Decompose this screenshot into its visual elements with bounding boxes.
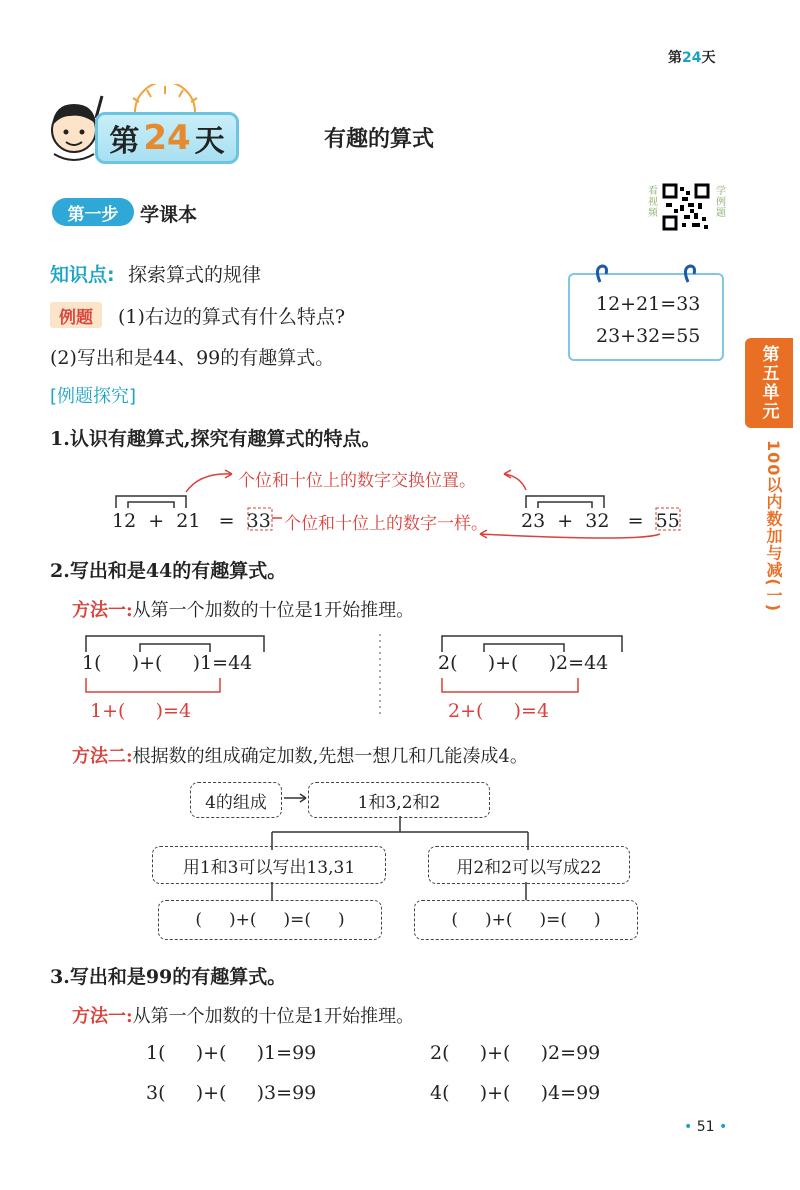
sidebar-topic: 100以内数加与减(一) — [764, 440, 783, 613]
card-line-1: 12+21=33 — [596, 293, 701, 315]
equation-12-21: 12 + 21 = 33 — [112, 510, 271, 532]
m1-left-equation: 1( )+( )1=44 — [82, 652, 253, 674]
qr-code-icon[interactable] — [662, 183, 710, 231]
explore-label: [例题探究] — [50, 386, 137, 407]
section-2-title: 2.写出和是44的有趣算式。 — [50, 560, 287, 582]
s3-equation-3: 3( )+( )3=99 — [146, 1082, 317, 1104]
s3-equation-2: 2( )+( )2=99 — [430, 1042, 601, 1064]
example-badge: 例题 — [50, 302, 102, 328]
m1-right-sub: 2+( )=4 — [448, 700, 550, 722]
box-pairs: 1和3,2和2 — [308, 782, 490, 818]
tree-connector-2 — [268, 882, 538, 902]
m1-left-sub: 1+( )=4 — [90, 700, 192, 722]
box-left: 用1和3可以写出13,31 — [152, 846, 386, 884]
m1-right-equation: 2( )+( )2=44 — [438, 652, 609, 674]
box-right: 用2和2可以写成22 — [428, 846, 630, 884]
qr-side-label-left: 看视频 — [648, 186, 658, 219]
equation-card — [568, 273, 724, 361]
sidebar-unit-tab: 第五单元 — [745, 338, 793, 428]
lesson-title: 有趣的算式 — [324, 127, 435, 152]
knowledge-text: 探索算式的规律 — [128, 264, 262, 286]
s3-equation-4: 4( )+( )4=99 — [430, 1082, 601, 1104]
box-left-equation: ( )+( )=( ) — [158, 900, 382, 940]
day-badge: 第 24 天 — [95, 112, 239, 164]
section-2-method-1: 方法一:从第一个加数的十位是1开始推理。 — [72, 600, 415, 621]
section-3-method-1: 方法一:从第一个加数的十位是1开始推理。 — [72, 1006, 415, 1027]
equation-23-32: 23 + 32 = 55 — [521, 510, 680, 532]
sun-rays-icon — [125, 84, 205, 114]
annotation-same: 个位和十位上的数字一样。 — [284, 514, 488, 534]
section-2-method-2: 方法二:根据数的组成确定加数,先想一想几和几能凑成4。 — [72, 746, 528, 767]
qr-side-label-right: 学例题 — [716, 186, 726, 219]
s3-equation-1: 1( )+( )1=99 — [146, 1042, 317, 1064]
example-question-2: (2)写出和是44、99的有趣算式。 — [50, 347, 335, 369]
step-title: 学课本 — [140, 204, 198, 226]
annotation-swap: 个位和十位上的数字交换位置。 — [238, 471, 476, 491]
card-line-2: 23+32=55 — [596, 325, 701, 347]
box-right-equation: ( )+( )=( ) — [414, 900, 638, 940]
running-header: 第24天 — [668, 50, 716, 66]
card-rings-icon — [592, 262, 704, 284]
box-composition: 4的组成 — [190, 782, 282, 818]
example-question-1: (1)右边的算式有什么特点? — [118, 306, 346, 328]
knowledge-label: 知识点: — [50, 264, 115, 286]
page-number: • 51 • — [684, 1119, 728, 1135]
step-badge: 第一步 — [52, 198, 134, 226]
section-1-title: 1.认识有趣算式,探究有趣算式的特点。 — [50, 428, 381, 450]
section-3-title: 3.写出和是99的有趣算式。 — [50, 966, 287, 988]
